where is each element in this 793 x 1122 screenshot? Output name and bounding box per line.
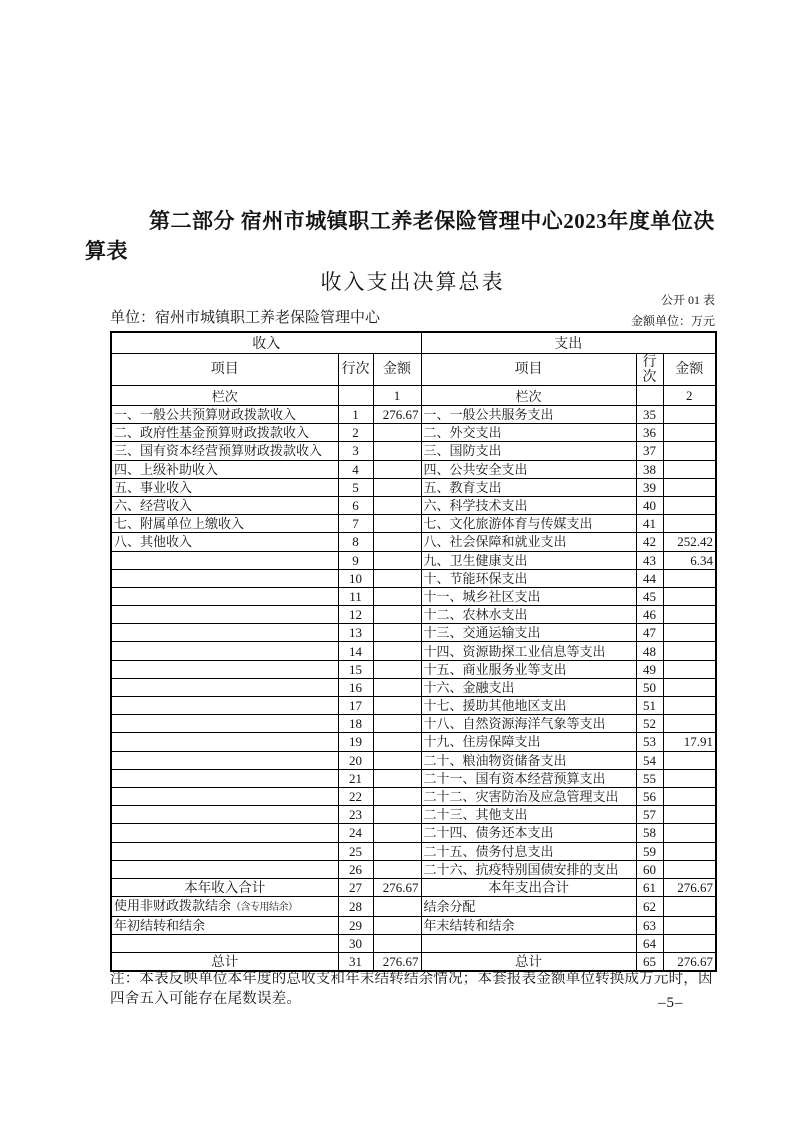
empty-cell — [636, 386, 663, 406]
income-item-cell — [111, 715, 338, 733]
expenditure-rowno-cell: 60 — [636, 860, 663, 878]
income-rowno-cell: 23 — [338, 806, 373, 824]
income-item-cell: 二、政府性基金预算财政拨款收入 — [111, 424, 338, 442]
expenditure-rowno-cell: 54 — [636, 751, 663, 769]
expenditure-rowno-cell: 45 — [636, 587, 663, 605]
table-row — [111, 624, 716, 642]
expenditure-item-cell: 七、文化旅游体育与传媒支出 — [421, 515, 636, 533]
expenditure-rowno-cell: 63 — [636, 917, 663, 935]
expenditure-rowno-cell: 35 — [636, 406, 663, 424]
page-number: –5– — [658, 995, 684, 1011]
expenditure-item-cell: 三、国防支出 — [421, 442, 636, 460]
table-row — [111, 697, 716, 715]
table-row — [111, 678, 716, 696]
expenditure-amount-cell: 252.42 — [663, 533, 716, 551]
expenditure-item-cell: 五、教育支出 — [421, 478, 636, 496]
amount-unit-label: 金额单位：万元 — [630, 314, 715, 328]
income-amount-cell — [373, 660, 421, 678]
expenditure-item-cell: 二十、粮油物资储备支出 — [421, 751, 636, 769]
expenditure-amount-cell — [663, 642, 716, 660]
expenditure-item-cell: 本年支出合计 — [421, 878, 636, 896]
income-amount-cell — [373, 642, 421, 660]
table-row — [111, 442, 716, 460]
expenditure-rowno-cell: 55 — [636, 769, 663, 787]
income-rowno-cell: 2 — [338, 424, 373, 442]
table-row — [111, 515, 716, 533]
income-amount-cell — [373, 860, 421, 878]
income-amount-column-header: 金额 — [373, 354, 421, 386]
income-item-cell — [111, 806, 338, 824]
expenditure-amount-cell — [663, 769, 716, 787]
table-row — [111, 897, 716, 917]
income-item-cell — [111, 587, 338, 605]
table-row — [111, 533, 716, 551]
expenditure-amount-cell — [663, 624, 716, 642]
expenditure-rowno-cell: 49 — [636, 660, 663, 678]
income-rowno-cell: 6 — [338, 496, 373, 514]
income-amount-cell — [373, 824, 421, 842]
income-item-cell — [111, 642, 338, 660]
income-rowno-cell: 9 — [338, 551, 373, 569]
table-row — [111, 824, 716, 842]
expenditure-section-header: 支出 — [421, 332, 716, 354]
expenditure-rowno-cell: 46 — [636, 606, 663, 624]
income-rowno-cell: 14 — [338, 642, 373, 660]
expenditure-item-cell: 结余分配 — [421, 897, 636, 917]
expenditure-rowno-cell: 47 — [636, 624, 663, 642]
income-rowno-cell: 12 — [338, 606, 373, 624]
income-item-cell — [111, 733, 338, 751]
expenditure-item-cell: 二十四、债务还本支出 — [421, 824, 636, 842]
form-code: 公开 01 表 — [660, 293, 715, 307]
expenditure-item-cell: 十七、援助其他地区支出 — [421, 697, 636, 715]
expenditure-rowno-cell: 58 — [636, 824, 663, 842]
expenditure-amount-cell — [663, 787, 716, 805]
table-row — [111, 660, 716, 678]
income-item-cell: 本年收入合计 — [111, 878, 338, 896]
expenditure-amount-cell — [663, 678, 716, 696]
table-row — [111, 642, 716, 660]
income-rowno-cell: 31 — [338, 953, 373, 972]
income-amount-cell — [373, 460, 421, 478]
table-row — [111, 587, 716, 605]
income-amount-cell — [373, 624, 421, 642]
expenditure-rowno-cell: 53 — [636, 733, 663, 751]
expenditure-rowno-cell: 36 — [636, 424, 663, 442]
income-rowno-cell: 8 — [338, 533, 373, 551]
expenditure-item-cell: 八、社会保障和就业支出 — [421, 533, 636, 551]
income-rowno-cell: 18 — [338, 715, 373, 733]
section-header-row — [111, 332, 716, 354]
income-item-cell: 七、附属单位上缴收入 — [111, 515, 338, 533]
expenditure-rowno-cell: 61 — [636, 878, 663, 896]
income-rowno-cell: 4 — [338, 460, 373, 478]
income-amount-cell — [373, 751, 421, 769]
income-rowno-cell: 11 — [338, 587, 373, 605]
income-amount-cell — [373, 569, 421, 587]
expenditure-amount-cell — [663, 606, 716, 624]
expenditure-rowno-cell: 65 — [636, 953, 663, 972]
expenditure-amount-cell — [663, 897, 716, 917]
income-rowno-column-header: 行次 — [338, 354, 373, 386]
expenditure-rowno-cell: 48 — [636, 642, 663, 660]
income-item-cell — [111, 787, 338, 805]
income-rowno-cell: 21 — [338, 769, 373, 787]
table-row — [111, 751, 716, 769]
income-item-cell — [111, 569, 338, 587]
income-amount-cell: 276.67 — [373, 878, 421, 896]
table-row — [111, 733, 716, 751]
part-title: 第二部分 宿州市城镇职工养老保险管理中心2023年度单位决算表 — [85, 209, 715, 263]
expenditure-rowno-cell: 37 — [636, 442, 663, 460]
expenditure-amount-cell — [663, 460, 716, 478]
income-amount-cell — [373, 715, 421, 733]
expenditure-amount-cell — [663, 569, 716, 587]
table-title: 收入支出决算总表 — [320, 270, 505, 294]
expenditure-item-cell: 二十二、灾害防治及应急管理支出 — [421, 787, 636, 805]
income-amount-cell — [373, 478, 421, 496]
income-amount-cell — [373, 897, 421, 917]
expenditure-rowno-cell: 56 — [636, 787, 663, 805]
income-rowno-cell: 7 — [338, 515, 373, 533]
expenditure-item-cell: 二十三、其他支出 — [421, 806, 636, 824]
table-row — [111, 842, 716, 860]
expenditure-item-cell: 总计 — [421, 953, 636, 972]
expenditure-rowno-cell: 57 — [636, 806, 663, 824]
expenditure-item-cell: 年末结转和结余 — [421, 917, 636, 935]
income-item-cell — [111, 606, 338, 624]
expenditure-amount-cell — [663, 806, 716, 824]
expenditure-item-cell: 十二、农林水支出 — [421, 606, 636, 624]
expenditure-item-column-header: 项目 — [421, 354, 636, 386]
expenditure-item-cell: 二十五、债务付息支出 — [421, 842, 636, 860]
expenditure-amount-cell — [663, 917, 716, 935]
income-rowno-cell: 17 — [338, 697, 373, 715]
income-amount-cell — [373, 551, 421, 569]
expenditure-item-cell: 十三、交通运输支出 — [421, 624, 636, 642]
income-rowno-cell: 13 — [338, 624, 373, 642]
expenditure-amount-cell — [663, 715, 716, 733]
income-amount-cell — [373, 917, 421, 935]
income-section-header: 收入 — [111, 332, 421, 354]
expenditure-rowno-cell: 39 — [636, 478, 663, 496]
footnote: 注：本表反映单位本年度的总收支和年末结转结余情况；本套报表金额单位转换成万元时，因四舍五入可能存在尾数误差。 — [110, 971, 713, 1007]
income-amount-cell: 276.67 — [373, 953, 421, 972]
expenditure-rowno-cell: 43 — [636, 551, 663, 569]
income-rowno-cell: 1 — [338, 406, 373, 424]
table-row — [111, 878, 716, 896]
expenditure-amount-cell — [663, 406, 716, 424]
income-item-cell — [111, 678, 338, 696]
table-row — [111, 769, 716, 787]
unit-label: 单位：宿州市城镇职工养老保险管理中心 — [110, 310, 381, 326]
income-item-cell — [111, 624, 338, 642]
income-item-column-header: 项目 — [111, 354, 338, 386]
expenditure-rowno-cell: 50 — [636, 678, 663, 696]
income-item-cell: 使用非财政拨款结余（含专用结余） — [111, 897, 338, 917]
expenditure-item-cell: 二十一、国有资本经营预算支出 — [421, 769, 636, 787]
income-rowno-cell: 16 — [338, 678, 373, 696]
income-rowno-cell: 22 — [338, 787, 373, 805]
expenditure-amount-cell — [663, 660, 716, 678]
expenditure-item-cell: 六、科学技术支出 — [421, 496, 636, 514]
expenditure-item-cell: 十九、住房保障支出 — [421, 733, 636, 751]
expenditure-amount-cell: 276.67 — [663, 878, 716, 896]
income-column-index: 1 — [373, 386, 421, 406]
income-amount-cell — [373, 769, 421, 787]
income-item-cell: 四、上级补助收入 — [111, 460, 338, 478]
expenditure-amount-cell — [663, 515, 716, 533]
expenditure-item-cell: 十、节能环保支出 — [421, 569, 636, 587]
table-row — [111, 935, 716, 953]
table-row — [111, 569, 716, 587]
expenditure-rowno-cell: 52 — [636, 715, 663, 733]
expenditure-column-index: 2 — [663, 386, 716, 406]
expenditure-item-cell: 十一、城乡社区支出 — [421, 587, 636, 605]
income-item-cell: 八、其他收入 — [111, 533, 338, 551]
income-rowno-cell: 19 — [338, 733, 373, 751]
expenditure-amount-cell — [663, 442, 716, 460]
income-amount-cell — [373, 678, 421, 696]
income-item-cell — [111, 660, 338, 678]
income-rowno-cell: 27 — [338, 878, 373, 896]
income-item-cell — [111, 824, 338, 842]
expenditure-amount-cell — [663, 751, 716, 769]
expenditure-amount-cell — [663, 424, 716, 442]
income-amount-cell — [373, 587, 421, 605]
expenditure-item-cell — [421, 935, 636, 953]
table-row — [111, 606, 716, 624]
income-item-cell — [111, 860, 338, 878]
expenditure-item-cell: 十八、自然资源海洋气象等支出 — [421, 715, 636, 733]
income-amount-cell — [373, 533, 421, 551]
income-rowno-cell: 25 — [338, 842, 373, 860]
table-row — [111, 917, 716, 935]
table-row — [111, 478, 716, 496]
expenditure-rowno-cell: 51 — [636, 697, 663, 715]
expenditure-rowno-cell: 64 — [636, 935, 663, 953]
income-item-cell: 年初结转和结余 — [111, 917, 338, 935]
income-amount-cell — [373, 787, 421, 805]
expenditure-item-cell: 一、一般公共服务支出 — [421, 406, 636, 424]
income-rowno-cell: 24 — [338, 824, 373, 842]
expenditure-rowno-cell: 42 — [636, 533, 663, 551]
table-row — [111, 424, 716, 442]
income-amount-cell — [373, 935, 421, 953]
income-item-cell — [111, 551, 338, 569]
income-rowno-cell: 3 — [338, 442, 373, 460]
table-row — [111, 460, 716, 478]
income-rowno-cell: 26 — [338, 860, 373, 878]
expenditure-rowno-cell: 62 — [636, 897, 663, 917]
income-rowno-cell: 29 — [338, 917, 373, 935]
income-amount-cell — [373, 424, 421, 442]
table-body — [111, 406, 716, 972]
column-index-row — [111, 386, 716, 406]
income-item-cell — [111, 769, 338, 787]
income-item-cell — [111, 751, 338, 769]
expenditure-amount-cell — [663, 697, 716, 715]
empty-cell — [338, 386, 373, 406]
expenditure-amount-cell — [663, 860, 716, 878]
income-amount-cell — [373, 697, 421, 715]
income-rowno-cell: 30 — [338, 935, 373, 953]
expenditure-rowno-cell: 38 — [636, 460, 663, 478]
income-amount-cell — [373, 806, 421, 824]
income-item-cell — [111, 697, 338, 715]
income-amount-cell — [373, 515, 421, 533]
table-row — [111, 787, 716, 805]
expenditure-item-cell: 十四、资源勘探工业信息等支出 — [421, 642, 636, 660]
expenditure-amount-cell: 17.91 — [663, 733, 716, 751]
income-expenditure-summary-table — [110, 331, 717, 972]
income-rowno-cell: 10 — [338, 569, 373, 587]
expenditure-amount-cell: 276.67 — [663, 953, 716, 972]
table-row — [111, 406, 716, 424]
expenditure-amount-cell — [663, 496, 716, 514]
income-item-cell: 三、国有资本经营预算财政拨款收入 — [111, 442, 338, 460]
income-amount-cell — [373, 733, 421, 751]
expenditure-item-cell: 十六、金融支出 — [421, 678, 636, 696]
income-item-cell: 一、一般公共预算财政拨款收入 — [111, 406, 338, 424]
expenditure-item-cell: 四、公共安全支出 — [421, 460, 636, 478]
table-row — [111, 551, 716, 569]
expenditure-item-cell: 九、卫生健康支出 — [421, 551, 636, 569]
expenditure-amount-cell — [663, 824, 716, 842]
table-row — [111, 715, 716, 733]
column-header-row — [111, 354, 716, 386]
expenditure-item-cell: 二、外交支出 — [421, 424, 636, 442]
income-item-cell: 五、事业收入 — [111, 478, 338, 496]
expenditure-item-cell: 二十六、抗疫特别国债安排的支出 — [421, 860, 636, 878]
income-rowno-cell: 15 — [338, 660, 373, 678]
expenditure-rowno-cell: 40 — [636, 496, 663, 514]
expenditure-item-cell: 十五、商业服务业等支出 — [421, 660, 636, 678]
expenditure-amount-cell — [663, 478, 716, 496]
expenditure-index-label: 栏次 — [421, 386, 636, 406]
income-item-cell — [111, 935, 338, 953]
expenditure-amount-cell — [663, 587, 716, 605]
income-amount-cell — [373, 496, 421, 514]
table-row — [111, 806, 716, 824]
expenditure-rowno-column-header: 行次 — [636, 354, 663, 386]
income-item-cell: 六、经营收入 — [111, 496, 338, 514]
expenditure-rowno-cell: 44 — [636, 569, 663, 587]
expenditure-amount-cell — [663, 935, 716, 953]
income-rowno-cell: 28 — [338, 897, 373, 917]
income-rowno-cell: 5 — [338, 478, 373, 496]
income-item-cell: 总计 — [111, 953, 338, 972]
expenditure-amount-cell: 6.34 — [663, 551, 716, 569]
expenditure-rowno-cell: 59 — [636, 842, 663, 860]
table-row — [111, 860, 716, 878]
income-item-note: （含专用结余） — [231, 902, 298, 914]
expenditure-rowno-cell: 41 — [636, 515, 663, 533]
expenditure-amount-column-header: 金额 — [663, 354, 716, 386]
income-amount-cell — [373, 606, 421, 624]
income-rowno-cell: 20 — [338, 751, 373, 769]
income-amount-cell — [373, 842, 421, 860]
income-amount-cell — [373, 442, 421, 460]
table-row — [111, 496, 716, 514]
expenditure-amount-cell — [663, 842, 716, 860]
income-index-label: 栏次 — [111, 386, 338, 406]
income-item-cell — [111, 842, 338, 860]
income-amount-cell: 276.67 — [373, 406, 421, 424]
